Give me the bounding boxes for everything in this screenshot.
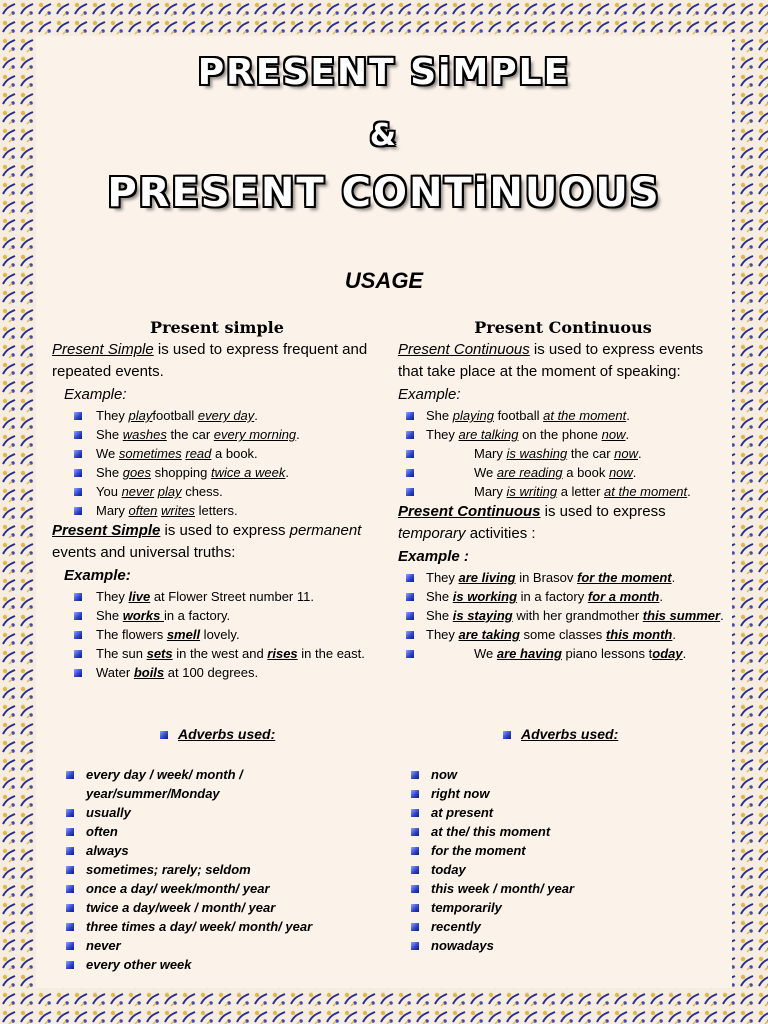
example-item: Mary is writing a letter at the moment. bbox=[398, 482, 728, 501]
example-label: Example: bbox=[64, 386, 127, 403]
adverb-item: twice a day/week / month/ year bbox=[64, 898, 334, 917]
adverb-item: at the/ this moment bbox=[409, 822, 679, 841]
adverb-item: never bbox=[64, 936, 334, 955]
adverb-item: three times a day/ week/ month/ year bbox=[64, 917, 334, 936]
adverb-item: every day / week/ month / year/summer/Monday bbox=[64, 765, 334, 803]
example-item: The flowers smell lovely. bbox=[52, 625, 382, 644]
example-item: You never play chess. bbox=[52, 482, 382, 501]
paragraph-text: activities : bbox=[465, 525, 536, 542]
example-item: They live at Flower Street number 11. bbox=[52, 587, 382, 606]
example-item: She works in a factory. bbox=[52, 606, 382, 625]
term: Present Continuous bbox=[398, 503, 541, 520]
adverb-item: right now bbox=[409, 784, 679, 803]
adverb-item: this week / month/ year bbox=[409, 879, 679, 898]
paragraph-text: events and universal truths: bbox=[52, 544, 236, 561]
adverb-item: always bbox=[64, 841, 334, 860]
usage-paragraph-2 bbox=[398, 501, 728, 545]
example-item: We sometimes read a book. bbox=[52, 444, 382, 463]
example-item: She goes shopping twice a week. bbox=[52, 463, 382, 482]
example-list bbox=[398, 406, 728, 501]
example-item: She playing football at the moment. bbox=[398, 406, 728, 425]
title-present-simple: PRESENT SiMPLE bbox=[197, 52, 571, 93]
example-list bbox=[52, 587, 382, 682]
example-item: We are reading a book now. bbox=[398, 463, 728, 482]
adverbs-heading-simple: Adverbs used: bbox=[160, 726, 275, 742]
adverb-item: every other week bbox=[64, 955, 334, 974]
emphasis: temporary bbox=[398, 525, 466, 542]
example-item: They are living in Brasov for the moment. bbox=[398, 568, 728, 587]
adverb-item: recently bbox=[409, 917, 679, 936]
paragraph-text: is used to express bbox=[540, 503, 666, 520]
usage-paragraph-1 bbox=[52, 339, 382, 383]
example-label: Example: bbox=[398, 386, 461, 403]
column-heading: Present Continuous bbox=[474, 318, 652, 337]
example-item: She is staying with her grandmother this summer. bbox=[398, 606, 728, 625]
bullet-icon bbox=[503, 731, 511, 739]
usage-heading: USAGE bbox=[344, 268, 424, 293]
example-label: Example: bbox=[64, 567, 131, 584]
example-item: Water boils at 100 degrees. bbox=[52, 663, 382, 682]
example-label: Example : bbox=[398, 548, 469, 565]
example-item: Mary is washing the car now. bbox=[398, 444, 728, 463]
adverb-item: usually bbox=[64, 803, 334, 822]
example-list bbox=[52, 406, 382, 520]
paragraph-text: is used to express events that take place at the moment of speaking: bbox=[398, 341, 704, 380]
adverb-item: at present bbox=[409, 803, 679, 822]
example-item: We are having piano lessons today. bbox=[398, 644, 728, 663]
adverb-item: nowadays bbox=[409, 936, 679, 955]
term: Present Simple bbox=[52, 522, 161, 539]
usage-paragraph-2 bbox=[52, 520, 382, 564]
adverb-item: today bbox=[409, 860, 679, 879]
adverbs-heading-continuous: Adverbs used: bbox=[503, 726, 618, 742]
present-simple-column bbox=[52, 318, 382, 682]
example-item: They are talking on the phone now. bbox=[398, 425, 728, 444]
adverbs-list-simple bbox=[64, 765, 334, 974]
example-item: The sun sets in the west and rises in the east. bbox=[52, 644, 382, 663]
paragraph-text: is used to express bbox=[160, 522, 290, 539]
example-item: She washes the car every morning. bbox=[52, 425, 382, 444]
title-present-continuous: PRESENT CONTiNUOUS bbox=[107, 170, 661, 216]
adverb-item: for the moment bbox=[409, 841, 679, 860]
term: Present Simple bbox=[52, 341, 154, 358]
example-item: Mary often writes letters. bbox=[52, 501, 382, 520]
example-item: They are taking some classes this month. bbox=[398, 625, 728, 644]
example-list bbox=[398, 568, 728, 663]
adverbs-list-continuous bbox=[409, 765, 679, 955]
adverb-item: once a day/ week/month/ year bbox=[64, 879, 334, 898]
title-ampersand: & bbox=[369, 118, 399, 153]
adverb-item: temporarily bbox=[409, 898, 679, 917]
example-item: They playfootball every day. bbox=[52, 406, 382, 425]
usage-paragraph-1 bbox=[398, 339, 728, 383]
adverb-item: now bbox=[409, 765, 679, 784]
example-item: She is working in a factory for a month. bbox=[398, 587, 728, 606]
bullet-icon bbox=[160, 731, 168, 739]
paragraph-text: is used to express frequent and repeated events. bbox=[52, 341, 368, 380]
present-continuous-column bbox=[398, 318, 728, 663]
adverb-item: sometimes; rarely; seldom bbox=[64, 860, 334, 879]
adverb-item: often bbox=[64, 822, 334, 841]
emphasis: permanent bbox=[289, 522, 362, 539]
term: Present Continuous bbox=[398, 341, 530, 358]
column-heading: Present simple bbox=[150, 318, 284, 337]
